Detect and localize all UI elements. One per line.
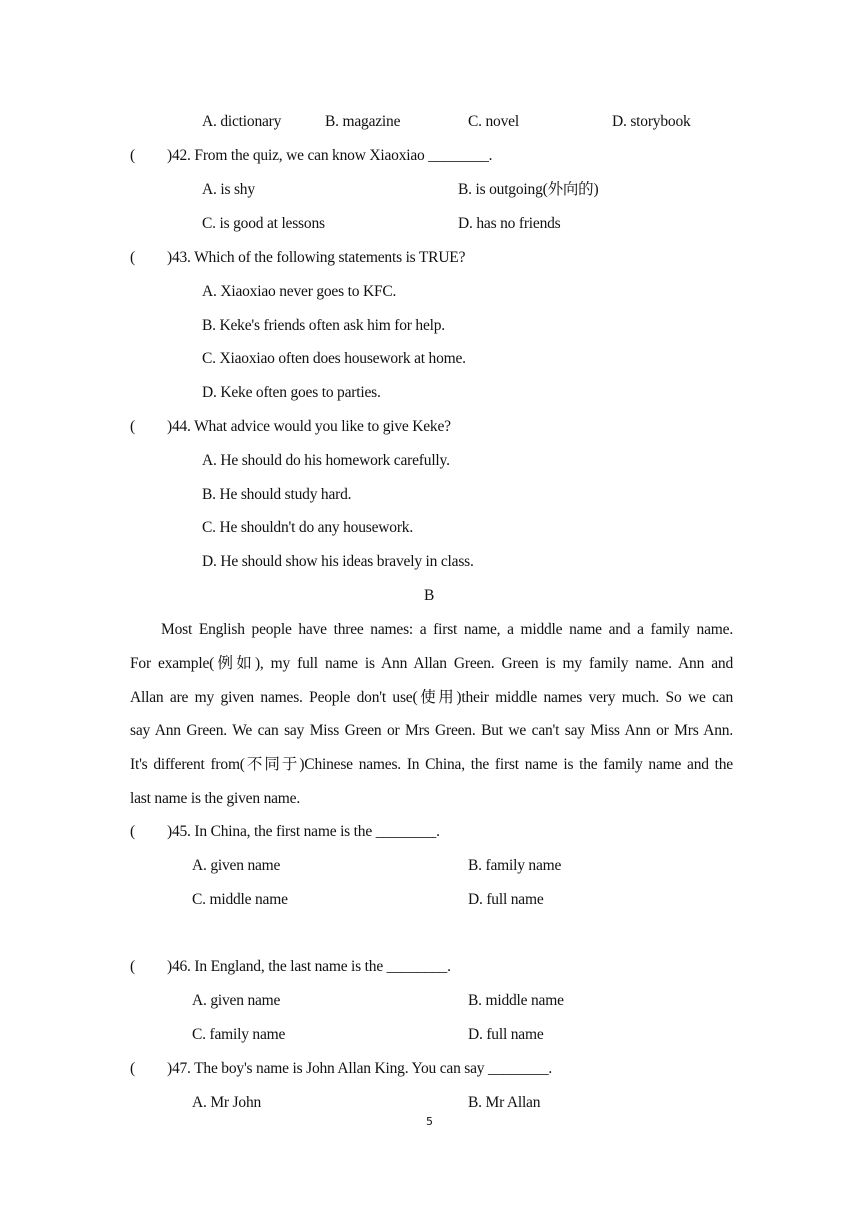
passage-line: last name is the given name. [130, 789, 301, 807]
q41-option-d: D. storybook [612, 113, 691, 130]
section-b-title: B [424, 587, 435, 604]
q41-option-a: A. dictionary [202, 113, 282, 130]
q42-option-d: D. has no friends [458, 215, 561, 232]
q46-option-d: D. full name [468, 1026, 544, 1043]
q46-option-b: B. middle name [468, 992, 564, 1009]
passage-line: Most English people have three names: a first name, a middle name and a family name. [161, 621, 733, 638]
q44-option-a: A. He should do his homework carefully. [202, 452, 450, 469]
q41-option-b: B. magazine [325, 113, 401, 130]
passage-line: say Ann Green. We can say Miss Green or Mrs Green. But we can't say Miss Ann or Mrs Ann. [130, 722, 733, 740]
q47-option-a: A. Mr John [192, 1094, 262, 1111]
q47-stem: )47. The boy's name is John Allan King. You can say ________. [167, 1060, 553, 1077]
q44-stem: )44. What advice would you like to give Keke? [167, 418, 451, 435]
q43-option-c: C. Xiaoxiao often does housework at home. [202, 350, 466, 367]
q43-option-b: B. Keke's friends often ask him for help. [202, 317, 445, 334]
q42-option-b: B. is outgoing(外向的) [458, 181, 599, 198]
q41-option-c: C. novel [468, 113, 519, 130]
q43-option-d: D. Keke often goes to parties. [202, 384, 381, 401]
q45-option-d: D. full name [468, 891, 544, 908]
passage-line: For example(例如), my full name is Ann Allan Green. Green is my family name. Ann and [130, 654, 733, 672]
q47-option-b: B. Mr Allan [468, 1094, 541, 1111]
q42-stem: )42. From the quiz, we can know Xiaoxiao ________. [167, 147, 493, 164]
q46-bracket: ( [130, 958, 135, 975]
q42-bracket: ( [130, 147, 135, 164]
q44-bracket: ( [130, 418, 135, 435]
q45-option-a: A. given name [192, 857, 281, 874]
q44-option-c: C. He shouldn't do any housework. [202, 519, 414, 536]
q43-option-a: A. Xiaoxiao never goes to KFC. [202, 283, 397, 300]
q43-stem: )43. Which of the following statements is TRUE? [167, 249, 466, 266]
q45-bracket: ( [130, 823, 135, 840]
q45-stem: )45. In China, the first name is the ________. [167, 823, 440, 840]
q45-option-b: B. family name [468, 857, 562, 874]
q42-option-c: C. is good at lessons [202, 215, 325, 232]
q46-option-a: A. given name [192, 992, 281, 1009]
q42-option-a: A. is shy [202, 181, 255, 198]
q46-stem: )46. In England, the last name is the ________. [167, 958, 451, 975]
q43-bracket: ( [130, 249, 135, 266]
q47-bracket: ( [130, 1060, 135, 1077]
passage-line: Allan are my given names. People don't use(使用)their middle names very much. So we can [130, 688, 733, 706]
q44-option-d: D. He should show his ideas bravely in class. [202, 553, 474, 570]
page-number: 5 [426, 1115, 433, 1128]
reading-passage [130, 613, 733, 816]
q46-option-c: C. family name [192, 1026, 286, 1043]
q44-option-b: B. He should study hard. [202, 486, 352, 503]
passage-line: It's different from(不同于)Chinese names. In China, the first name is the family name and the [130, 756, 733, 774]
q45-option-c: C. middle name [192, 891, 288, 908]
